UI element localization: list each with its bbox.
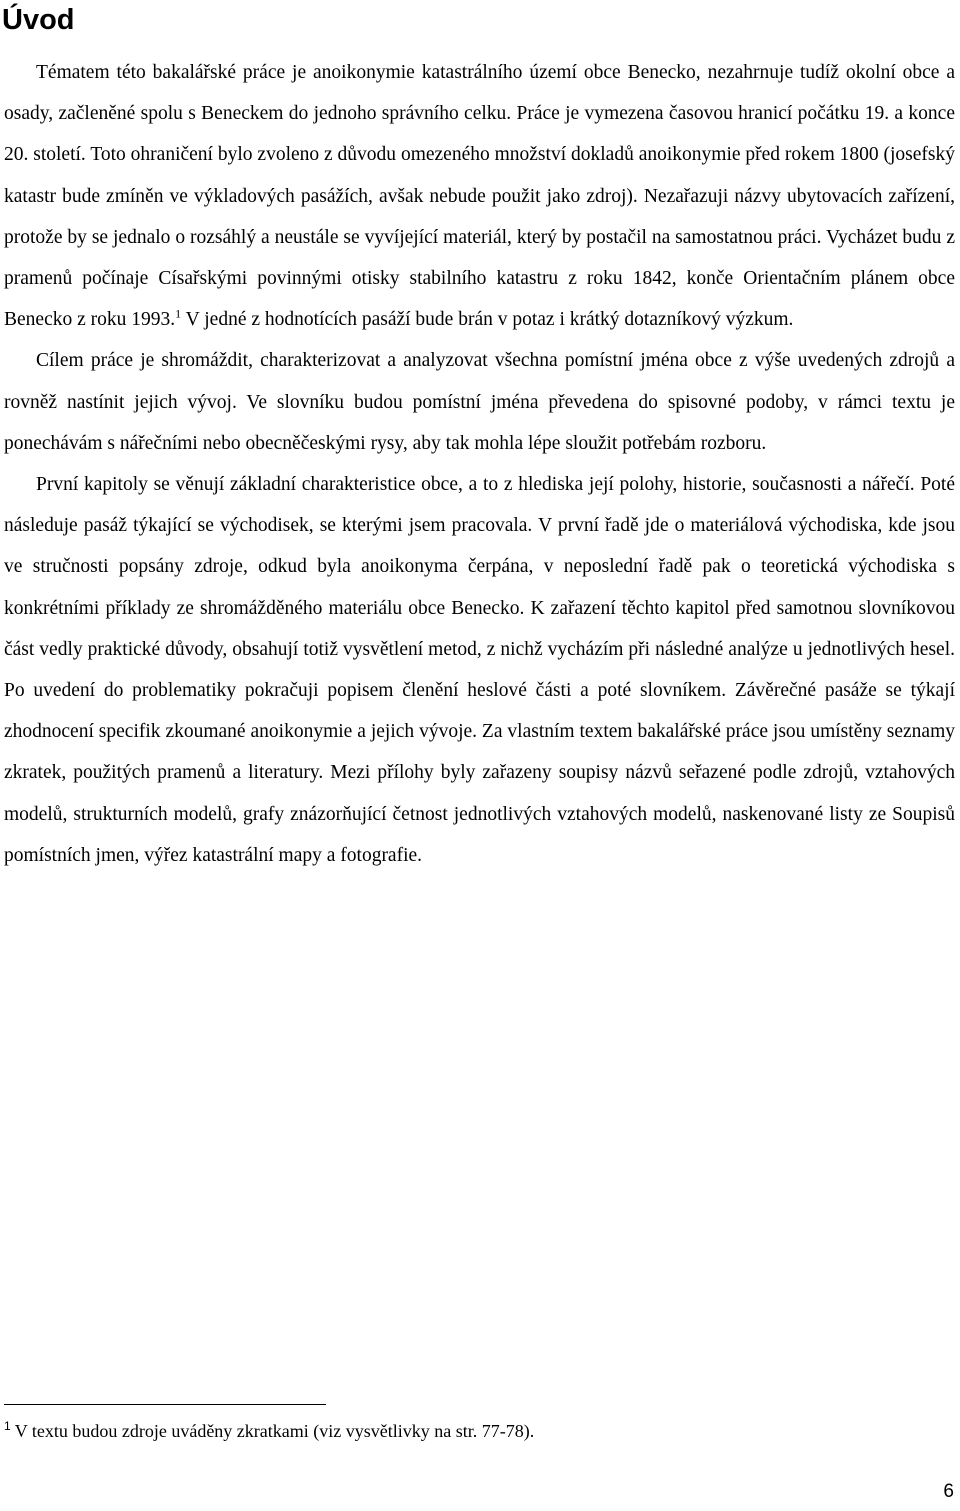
footnote-text: V textu budou zdroje uváděny zkratkami (viz vysvětlivky na str. 77-78).	[14, 1421, 535, 1441]
paragraph-3: První kapitoly se věnují základní charakteristice obce, a to z hlediska její polohy, historie, současnosti a nářečí. Poté následuje pasáž týkající se východisek, se kterými jsem pracovala. V první řadě jde o materiálová východiska, kde jsou ve stručnosti popsány zdroje, odkud byla anoikonyma čerpána, v neposlední řadě pak o teoretická východiska s konkrétními příklady ze shromážděného materiálu obce Benecko. K zařazení těchto kapitol před samotnou slovníkovou část vedly praktické důvody, obsahují totiž vysvětlení metod, z nichž vycházím při následné analýze u jednotlivých hesel. Po uvedení do problematiky pokračuji popisem členění heslové části a poté slovníkem. Závěrečné pasáže se týkají zhodnocení specifik zkoumané anoikonymie a jejich vývoje. Za vlastním textem bakalářské práce jsou umístěny seznamy zkratek, použitých pramenů a literatury. Mezi přílohy byly zařazeny soupisy názvů seřazené podle zdrojů, vztahových modelů, strukturních modelů, grafy znázorňující četnost jednotlivých vztahových modelů, naskenované listy ze Soupisů pomístních jmen, výřez katastrální mapy a fotografie.	[4, 474, 955, 866]
paragraph-1-text: Tématem této bakalářské práce je anoikonymie katastrálního území obce Benecko, nezahrnuje tudíž okolní obce a osady, začleněné spolu s Beneckem do jednoho správního celku. Práce je vymezena časovou hranicí počátku 19. a konce 20. století. Toto ohraničení bylo zvoleno z důvodu omezeného množství dokladů anoikonymie před rokem 1800 (josefský katastr bude zmíněn ve výkladových pasážích, avšak nebude použit jako zdroj). Nezařazuji názvy ubytovacích zařízení, protože by se jednalo o rozsáhlý a neustále se vyvíjející materiál, který by postačil na samostatnou práci. Vycházet budu z pramenů počínaje Císařskými povinnými otisky stabilního katastru z roku 1842, konče Orientačním plánem obce Benecko z roku 1993.	[4, 62, 955, 331]
footnote-separator	[4, 1404, 326, 1405]
body-text	[4, 52, 955, 876]
page-heading: Úvod	[2, 4, 75, 36]
paragraph-2: Cílem práce je shromáždit, charakterizovat a analyzovat všechna pomístní jména obce z výše uvedených zdrojů a rovněž nastínit jejich vývoj. Ve slovníku budou pomístní jména převedena do spisovné podoby, v rámci textu je ponechávám s nářečními nebo obecněčeskými rysy, aby tak mohla lépe sloužit potřebám rozboru.	[4, 350, 955, 454]
paragraph-1	[4, 52, 955, 340]
footnote-reference: 1	[175, 306, 182, 321]
footnote-number: 1	[4, 1419, 11, 1433]
paragraph-1-text-continued: V jedné z hodnotících pasáží bude brán v potaz i krátký dotazníkový výzkum.	[181, 309, 794, 331]
page-number: 6	[943, 1481, 954, 1502]
footnote	[4, 1418, 534, 1444]
